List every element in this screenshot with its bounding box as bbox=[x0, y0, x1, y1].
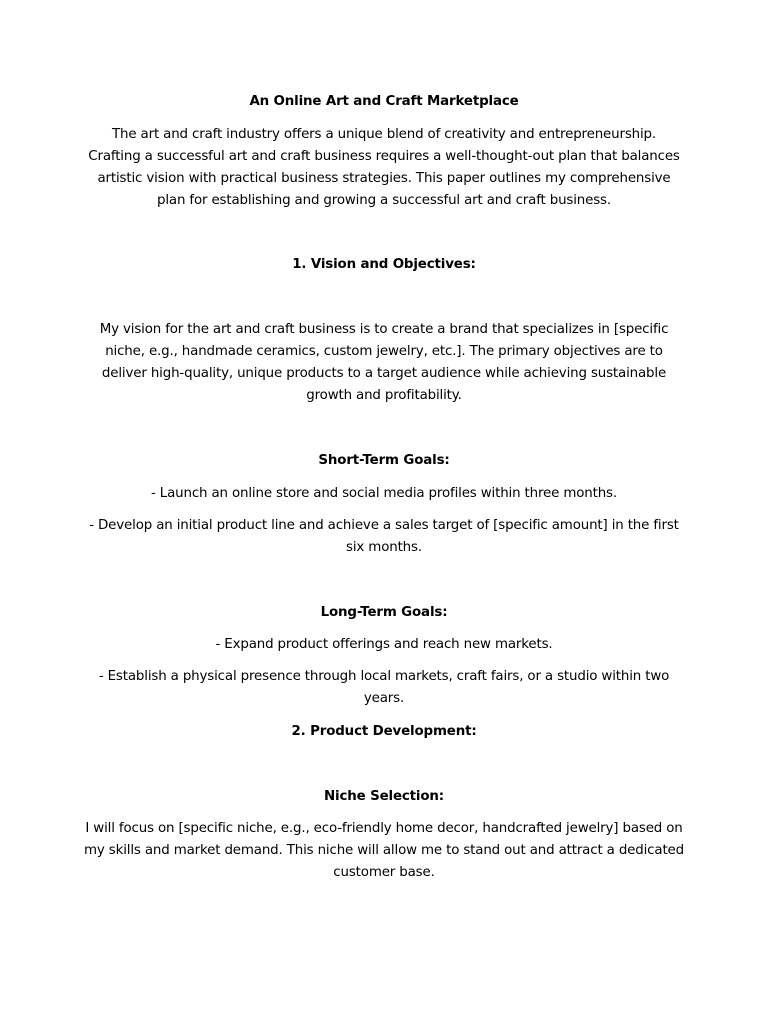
section-vision-heading: 1. Vision and Objectives: bbox=[292, 257, 476, 272]
short-term-goal-item: - Launch an online store and social media profiles within three months. bbox=[151, 486, 617, 501]
short-term-heading: Short-Term Goals: bbox=[318, 453, 450, 468]
niche-paragraph: I will focus on [specific niche, e.g., eco-friendly home decor, handcrafted jewelry] based on my skills and market demand. This niche will allow me to stand out and attract a dedicated customer base. bbox=[84, 821, 684, 880]
short-term-goal-item: - Develop an initial product line and achieve a sales target of [specific amount] in the first six months. bbox=[89, 518, 679, 555]
section-product-heading: 2. Product Development: bbox=[291, 724, 477, 739]
vision-paragraph: My vision for the art and craft business is to create a brand that specializes in [specific niche, e.g., handmade ceramics, custom jewelry, etc.]. The primary objectives are to deliver high-quality, unique products to a target audience while achieving sustainable growth and profitability. bbox=[99, 322, 669, 403]
long-term-goal-item: - Establish a physical presence through local markets, craft fairs, or a studio within two years. bbox=[98, 669, 670, 706]
document-title: An Online Art and Craft Marketplace bbox=[249, 94, 519, 109]
long-term-goal-item: - Expand product offerings and reach new markets. bbox=[215, 637, 553, 652]
niche-heading: Niche Selection: bbox=[323, 789, 445, 804]
intro-paragraph: The art and craft industry offers a unique blend of creativity and entrepreneurship. Crafting a successful art and craft business requires a well-thought-out plan that balances artistic vision with practical business strategies. This paper outlines my comprehensive plan for establishing and growing a successful art and craft business. bbox=[88, 127, 680, 208]
long-term-heading: Long-Term Goals: bbox=[320, 605, 448, 620]
